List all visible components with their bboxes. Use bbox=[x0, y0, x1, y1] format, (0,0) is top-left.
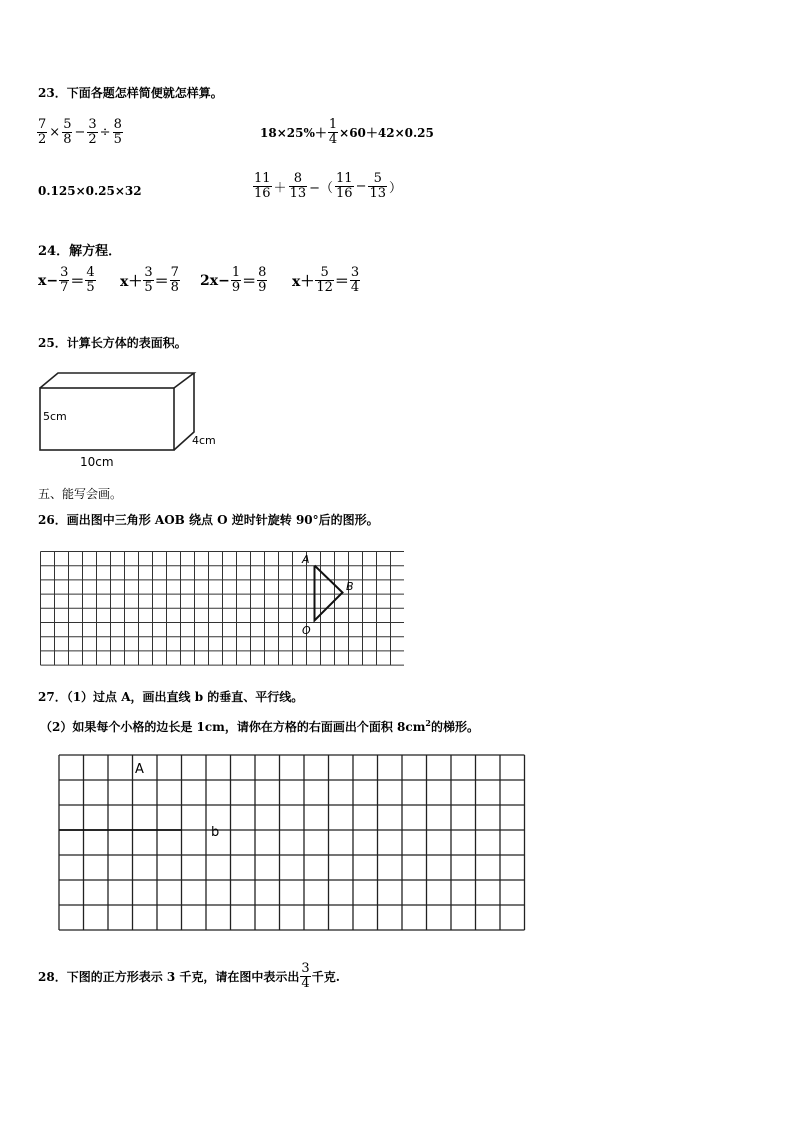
q24-equation-2: x＋ $\frac{3}{5}$ ＝ $\frac{7}{8}$ bbox=[120, 265, 179, 295]
q23-expr-1: $\frac{7}{2}$ × $\frac{5}{8}$ − $\frac{3}{2}$ ÷ $\frac{8}{5}$ bbox=[38, 117, 122, 147]
line-b-label: b bbox=[211, 825, 220, 840]
q23-expr-3: 0.125×0.25×32 bbox=[38, 184, 142, 198]
fraction: $\frac{1}{9}$ bbox=[231, 265, 241, 295]
cuboid-side-face bbox=[174, 373, 194, 450]
q28-title: 28．下图的正方形表示 3 千克，请在图中表示出 $\frac{3}{4}$ 千克. bbox=[38, 961, 340, 991]
fraction: $\frac{7}{8}$ bbox=[170, 265, 179, 295]
q26-title: 26．画出图中三角形 AOB 绕点 O 逆时针旋转 90°后的图形。 bbox=[38, 513, 379, 527]
fraction: $\frac{3}{2}$ bbox=[88, 117, 97, 147]
fraction: $\frac{3}{4}$ bbox=[301, 961, 310, 991]
cuboid-top-face bbox=[40, 373, 194, 388]
fraction: $\frac{7}{2}$ bbox=[38, 117, 47, 147]
point-o-label: O bbox=[302, 624, 311, 637]
fraction: $\frac{8}{9}$ bbox=[258, 265, 267, 295]
fraction: $\frac{4}{5}$ bbox=[86, 265, 95, 295]
q24-equation-1: x− $\frac{3}{7}$ ＝ $\frac{4}{5}$ bbox=[38, 265, 95, 295]
q27-part1: 27．（1）过点 A，画出直线 b 的垂直、平行线。 bbox=[38, 690, 304, 704]
square-grid bbox=[41, 552, 405, 666]
square-grid bbox=[59, 755, 525, 930]
fraction: $\frac{5}{8}$ bbox=[63, 117, 72, 147]
point-b-label: B bbox=[346, 580, 354, 593]
fraction: $\frac{5}{12}$ bbox=[316, 265, 333, 295]
fraction: $\frac{11}{16}$ bbox=[336, 171, 353, 201]
fraction: $\frac{8}{5}$ bbox=[113, 117, 122, 147]
q23-title: 23．下面各题怎样简便就怎样算。 bbox=[38, 86, 223, 100]
q23-expr-2: 18×25%＋ $\frac{1}{4}$ ×60＋42×0.25 bbox=[260, 117, 434, 147]
fraction: $\frac{1}{4}$ bbox=[328, 117, 338, 147]
triangle-aob bbox=[315, 566, 343, 621]
cuboid-height-label: 5cm bbox=[43, 410, 67, 423]
cuboid-depth-label: 4cm bbox=[192, 434, 216, 447]
q23-expr-4: $\frac{11}{16}$ ＋ $\frac{8}{13}$ −（ $\frac{11}{16}$ − $\frac{5}{13}$ ） bbox=[254, 171, 403, 201]
fraction: $\frac{8}{13}$ bbox=[289, 171, 307, 201]
fraction: $\frac{5}{13}$ bbox=[369, 171, 387, 201]
fraction: $\frac{3}{7}$ bbox=[60, 265, 69, 295]
q27-part2: （2）如果每个小格的边长是 1cm，请你在方格的右面画出个面积 $8cm^2$的梯形。 bbox=[40, 718, 480, 734]
cuboid-length-label: 10cm bbox=[80, 455, 114, 469]
section-heading: 五、能写会画。 bbox=[38, 487, 123, 501]
q26-grid-figure bbox=[38, 548, 404, 670]
q24-equation-4: x＋ $\frac{5}{12}$ ＝ $\frac{3}{4}$ bbox=[292, 265, 360, 295]
cuboid-figure bbox=[36, 370, 236, 472]
q27-grid-figure bbox=[56, 752, 528, 936]
point-a-label: A bbox=[302, 553, 310, 566]
point-a-label: A bbox=[135, 762, 144, 777]
q25-title: 25．计算长方体的表面积。 bbox=[38, 336, 187, 350]
fraction: $\frac{3}{5}$ bbox=[144, 265, 153, 295]
q24-title: 24．解方程． bbox=[38, 244, 122, 259]
fraction: $\frac{11}{16}$ bbox=[254, 171, 271, 201]
fraction: $\frac{3}{4}$ bbox=[350, 265, 360, 295]
q24-equation-3: 2x− $\frac{1}{9}$ ＝ $\frac{8}{9}$ bbox=[200, 265, 267, 295]
